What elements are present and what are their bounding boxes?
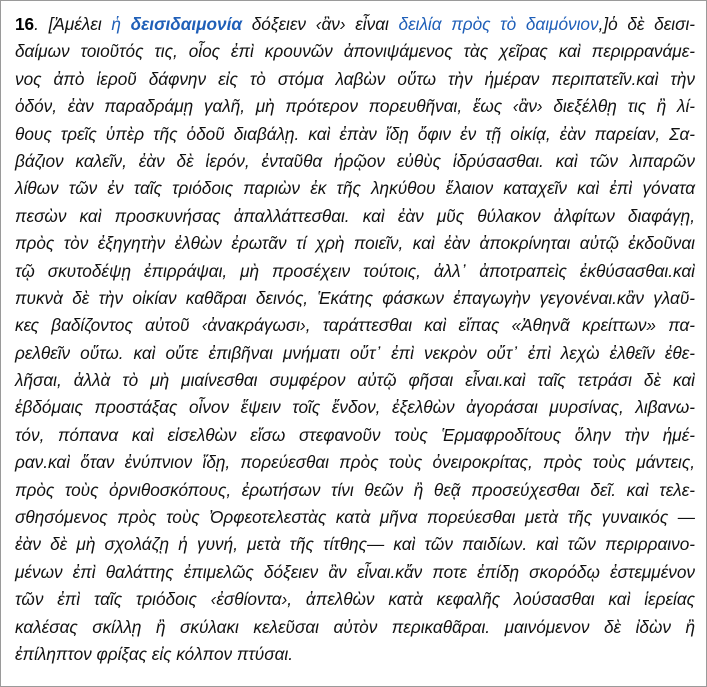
text-line: βάζιον καλεῖν, ἐὰν δὲ ἱερόν, ἐνταῦθα ἡρῷον εὐθὺς ἱδρύσασθαι. καὶ τῶν λιπαρῶν	[15, 150, 695, 171]
text-line	[15, 11, 695, 38]
text-line: τόν, πόπανα καὶ εἰσελθὼν εἴσω στεφανοῦν τοὺς Ἑρμαφροδίτους ὅλην τὴν ἡμέ-	[15, 424, 695, 445]
text-line: ἐπίληπτον φρίξας εἰς κόλπον πτύσαι.	[15, 643, 294, 664]
text-line: πεσὼν καὶ προσκυνήσας ἀπαλλάττεσθαι. καὶ ἐὰν μῦς θύλακον ἀλφίτων διαφάγῃ,	[15, 205, 695, 226]
text-line: μένων ἐπὶ θαλάττης ἐπιμελῶς δόξειεν ἂν εἶναι.κἄν ποτε ἐπίδῃ σκορόδῳ ἐστεμμένον	[15, 561, 695, 582]
text-line: λῆσαι, ἀλλὰ τὸ μὴ μιαίνεσθαι συμφέρον αὐτῷ φῆσαι εἶναι.καὶ ταῖς τετράσι δὲ καὶ	[15, 370, 695, 391]
highlighted-keyword: δεισιδαιμονία	[130, 14, 243, 34]
text-line: δαίμων τοιοῦτός τις, οἷος ἐπὶ κρουνῶν ἀπονιψάμενος τὰς χεῖρας καὶ περιρρανάμε-	[15, 41, 695, 62]
text-line: ραν.καὶ ὅταν ἐνύπνιον ἴδῃ, πορεύεσθαι πρὸς τοὺς ὀνειροκρίτας, πρὸς τοὺς μάντεις,	[15, 452, 695, 473]
text-line: ὁδόν, ἐὰν παραδράμῃ γαλῆ, μὴ πρότερον πορευθῆναι, ἕως ‹ἂν› διεξέλθῃ τις ἢ λί-	[15, 96, 695, 117]
text-segment: ,]ὁ δὲ δεισι-	[598, 14, 695, 34]
highlighted-article: ἡ	[111, 14, 121, 34]
text-line: ρελθεῖν οὕτω. καὶ οὔτε ἐπιβῆναι μνήματι οὔτ᾽ ἐπὶ νεκρὸν οὔτ᾽ ἐπὶ λεχὼ ἐλθεῖν ἐθε-	[15, 342, 695, 363]
text-line: πρὸς τοὺς ὀρνιθοσκόπους, ἐρωτήσων τίνι θεῶν ἢ θεᾷ προσεύχεσθαι δεῖ. καὶ τελε-	[15, 479, 695, 500]
text-line: ἐὰν δὲ μὴ σχολάζῃ ἡ γυνή, μετὰ τῆς τίτθης— καὶ τῶν παιδίων. καὶ τῶν περιρραινο-	[15, 534, 695, 555]
text-segment: .	[34, 14, 49, 34]
text-line: νος ἀπὸ ἱεροῦ δάφνην εἰς τὸ στόμα λαβὼν οὕτω τὴν ἡμέραν περιπατεῖν.καὶ τὴν	[15, 68, 695, 89]
text-line: τῷ σκυτοδέψῃ ἐπιρράψαι, μὴ προσέχειν τούτοις, ἀλλ᾽ ἀποτραπεὶς ἐκθύσασθαι.καὶ	[15, 260, 695, 281]
text-segment: [Ἀμέλει	[48, 14, 112, 34]
text-line: σθησόμενος πρὸς τοὺς Ὀρφεοτελεστὰς κατὰ μῆνα πορεύεσθαι μετὰ τῆς γυναικός —	[15, 507, 695, 528]
text-line: καλέσας σκίλλῃ ἢ σκύλακι κελεῦσαι αὐτὸν περικαθᾶραι. μαινόμενον δὲ ἰδὼν ἢ	[15, 616, 695, 637]
text-line: πυκνὰ δὲ τὴν οἰκίαν καθᾶραι δεινός, Ἑκάτης φάσκων ἐπαγωγὴν γεγονέναι.κἂν γλαῦ-	[15, 287, 695, 308]
text-line: τῶν ἐπὶ ταῖς τριόδοις ‹ἐσθίοντα›, ἀπελθὼν κατὰ κεφαλῆς λούσασθαι καὶ ἱερείας	[15, 589, 695, 610]
text-line: κες βαδίζοντος αὐτοῦ ‹ἀνακράγωσι›, ταράττεσθαι καὶ εἴπας «Ἀθηνᾶ κρείττων» πα-	[15, 315, 695, 336]
paragraph-16	[15, 11, 695, 668]
text-segment: δόξειεν ‹ἂν› εἶναι	[242, 14, 399, 34]
text-line: λίθων τῶν ἐν ταῖς τριόδοις παριὼν ἐκ τῆς ληκύθου ἔλαιον καταχεῖν καὶ ἐπὶ γόνατα	[15, 178, 695, 199]
paragraph-number: 16	[15, 14, 35, 34]
text-line: θους τρεῖς ὑπὲρ τῆς ὁδοῦ διαβάλῃ. καὶ ἐπὰν ἴδῃ ὄφιν ἐν τῇ οἰκίᾳ, ἐὰν παρείαν, Σα-	[15, 123, 695, 144]
highlighted-definition: δειλία πρὸς τὸ δαιμόνιον	[398, 14, 599, 34]
text-line: ἑβδόμαις προστάξας οἶνον ἕψειν τοῖς ἔνδον, ἐξελθὼν ἀγοράσαι μυρσίνας, λιβανω-	[15, 397, 695, 418]
text-line: πρὸς τὸν ἐξηγητὴν ἐλθὼν ἐρωτᾶν τί χρὴ ποιεῖν, καὶ ἐὰν ἀποκρίνηται αὐτῷ ἐκδοῦναι	[15, 233, 695, 254]
